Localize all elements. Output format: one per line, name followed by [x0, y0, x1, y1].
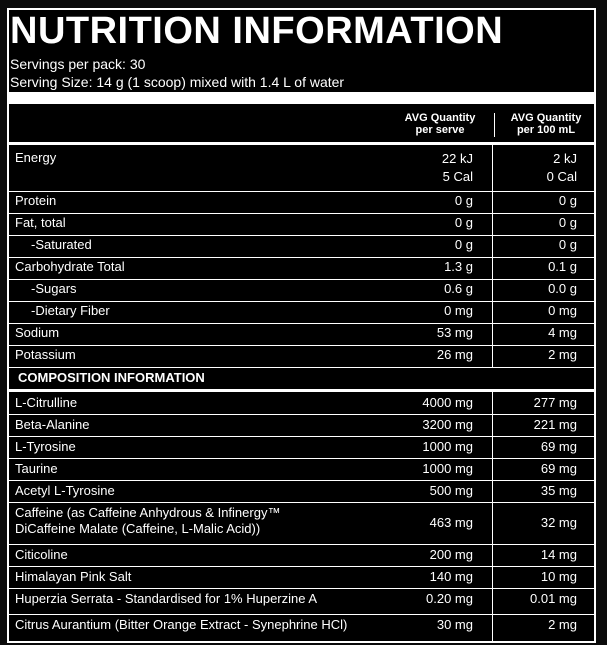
value-per-100ml: 0 mg [548, 303, 577, 318]
row-divider [7, 544, 596, 545]
value-per-100ml: 14 mg [540, 547, 577, 562]
value-per-serve: 30 mg [436, 617, 473, 632]
value-per-100ml: 4 mg [548, 325, 577, 340]
value-per-100ml: 0.01 mg [530, 591, 577, 606]
value-per-100ml: 69 mg [540, 439, 577, 454]
row-label: Energy [15, 150, 57, 165]
row-label: -Sugars [31, 281, 77, 296]
value-per-100ml: 69 mg [540, 461, 577, 476]
value-per-100ml: 0 g [558, 237, 577, 252]
composition-section-title: COMPOSITION INFORMATION [18, 370, 205, 385]
row-divider [7, 301, 596, 302]
header-divider [7, 92, 596, 104]
row-label: Citicoline [15, 547, 68, 562]
row-label: Fat, total [15, 215, 66, 230]
value-per-100ml: 35 mg [540, 483, 577, 498]
value-per-100ml: 0.0 g [548, 281, 577, 296]
row-divider [7, 213, 596, 214]
value-per-serve: 0 g [454, 215, 473, 230]
row-divider [7, 480, 596, 481]
value-per-serve: 200 mg [429, 547, 473, 562]
value-per-100ml: 2 mg [548, 617, 577, 632]
value-per-100ml: 0 g [558, 193, 577, 208]
row-divider [492, 391, 493, 641]
value-per-serve: 500 mg [429, 483, 473, 498]
row-divider [7, 279, 596, 280]
value-per-100ml: 2 mg [548, 347, 577, 362]
value-per-serve: 4000 mg [422, 395, 473, 410]
table-top-rule [7, 142, 596, 145]
row-divider [492, 145, 493, 367]
value-per-serve: 0 g [454, 237, 473, 252]
value-per-serve: 1000 mg [422, 461, 473, 476]
value-per-serve: 22 kJ 5 Cal [441, 151, 473, 184]
value-per-100ml: 0.1 g [548, 259, 577, 274]
row-divider [7, 458, 596, 459]
value-per-serve: 463 mg [429, 515, 473, 530]
value-per-serve: 1000 mg [422, 439, 473, 454]
row-label: -Dietary Fiber [31, 303, 110, 318]
row-label: Himalayan Pink Salt [15, 569, 132, 584]
value-per-100ml: 2 kJ 0 Cal [546, 151, 577, 184]
value-per-serve: 0 mg [444, 303, 473, 318]
row-divider [7, 389, 596, 392]
row-label: Potassium [15, 347, 76, 362]
row-label: Sodium [15, 325, 60, 340]
row-label: Huperzia Serrata - Standardised for 1% Huperzine A [15, 591, 318, 606]
row-divider [7, 191, 596, 192]
value-per-serve: 140 mg [429, 569, 473, 584]
value-per-serve: 53 mg [436, 325, 473, 340]
row-label: Taurine [15, 461, 58, 476]
row-label: -Saturated [31, 237, 92, 252]
value-per-serve: 0.20 mg [426, 591, 473, 606]
value-per-100ml: 32 mg [540, 515, 577, 530]
value-per-serve: 1.3 g [444, 259, 473, 274]
servings-per-pack: Servings per pack: 30 [10, 56, 146, 72]
row-divider [7, 588, 596, 589]
row-label: Caffeine (as Caffeine Anhydrous & Infinergy™ DiCaffeine Malate (Caffeine, L-Malic Acid)) [15, 505, 281, 536]
row-label: Beta-Alanine [15, 417, 90, 432]
column-header-per-100ml: AVG Quantity per 100 mL [510, 112, 582, 136]
value-per-100ml: 10 mg [540, 569, 577, 584]
row-divider [7, 614, 596, 615]
value-per-serve: 0 g [454, 193, 473, 208]
row-divider [7, 323, 596, 324]
row-divider [7, 566, 596, 567]
row-divider [7, 414, 596, 415]
serving-size: Serving Size: 14 g (1 scoop) mixed with 1.4 L of water [10, 74, 345, 90]
value-per-serve: 3200 mg [422, 417, 473, 432]
value-per-100ml: 221 mg [533, 417, 577, 432]
row-divider [7, 345, 596, 346]
row-divider [7, 367, 596, 368]
value-per-100ml: 0 g [558, 215, 577, 230]
row-label: L-Citrulline [15, 395, 78, 410]
row-divider [7, 257, 596, 258]
column-header-divider [494, 113, 495, 137]
value-per-serve: 0.6 g [444, 281, 473, 296]
row-label: Acetyl L-Tyrosine [15, 483, 115, 498]
row-label: L-Tyrosine [15, 439, 76, 454]
value-per-serve: 26 mg [436, 347, 473, 362]
row-label: Citrus Aurantium (Bitter Orange Extract - Synephrine HCl) [15, 617, 348, 632]
row-label: Carbohydrate Total [15, 259, 125, 274]
column-header-per-serve: AVG Quantity per serve [404, 112, 476, 136]
row-divider [7, 502, 596, 503]
row-divider [7, 436, 596, 437]
value-per-100ml: 277 mg [533, 395, 577, 410]
row-label: Protein [15, 193, 57, 208]
panel-title: NUTRITION INFORMATION [10, 10, 504, 52]
row-divider [7, 235, 596, 236]
